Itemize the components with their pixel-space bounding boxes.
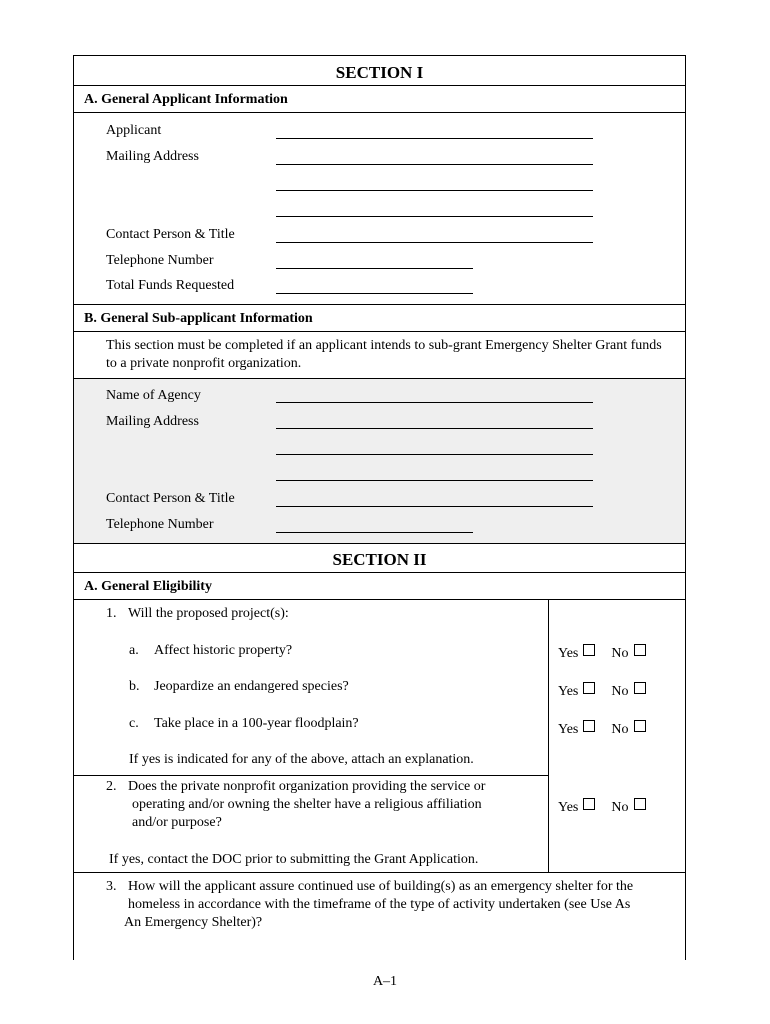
total-funds-label: Total Funds Requested <box>106 278 235 293</box>
section-2-title: SECTION II <box>332 550 427 569</box>
agency-contact-field[interactable] <box>276 506 593 507</box>
agency-name-field[interactable] <box>276 402 593 403</box>
question-3-line-1: How will the applicant assure continued use of building(s) as an emergency shelter for the <box>128 879 634 894</box>
divider <box>74 599 685 600</box>
divider <box>74 378 685 379</box>
divider <box>74 872 685 873</box>
agency-mailing-address-field-2[interactable] <box>276 454 593 455</box>
question-1-number: 1. <box>106 606 117 621</box>
divider <box>74 331 685 332</box>
no-checkbox[interactable] <box>634 798 646 810</box>
divider <box>74 572 685 573</box>
question-2-line-2: operating and/or owning the shelter have a religious affiliation <box>132 797 482 812</box>
applicant-field[interactable] <box>276 138 593 139</box>
question-1b-letter: b. <box>129 679 140 694</box>
no-label: No <box>611 722 629 737</box>
yes-checkbox[interactable] <box>583 720 595 732</box>
applicant-label: Applicant <box>106 123 162 138</box>
agency-telephone-field[interactable] <box>276 532 473 533</box>
question-2-number: 2. <box>106 779 117 794</box>
question-1b-yes-no <box>558 682 646 700</box>
no-label: No <box>611 800 629 815</box>
contact-person-field[interactable] <box>276 242 593 243</box>
sub-applicant-note: This section must be completed if an applicant intends to sub-grant Emergency Shelter Grant funds to a private nonprofit organization. <box>106 338 662 371</box>
question-3-number: 3. <box>106 879 117 894</box>
yes-checkbox[interactable] <box>583 798 595 810</box>
page-number: A–1 <box>372 974 398 989</box>
section-1-part-a-heading: A. General Applicant Information <box>84 92 288 107</box>
mailing-address-field-2[interactable] <box>276 190 593 191</box>
section-2-part-a-heading: A. General Eligibility <box>84 579 212 594</box>
divider <box>74 543 685 544</box>
yes-label: Yes <box>558 722 579 737</box>
question-1c-text: Take place in a 100-year floodplain? <box>154 716 359 731</box>
contact-person-label: Contact Person & Title <box>106 227 235 242</box>
yes-label: Yes <box>558 800 579 815</box>
agency-mailing-address-field-1[interactable] <box>276 428 593 429</box>
question-1a-text: Affect historic property? <box>154 643 293 658</box>
no-checkbox[interactable] <box>634 644 646 656</box>
question-1b-text: Jeopardize an endangered species? <box>154 679 349 694</box>
no-checkbox[interactable] <box>634 720 646 732</box>
question-1-text: Will the proposed project(s): <box>128 606 289 621</box>
agency-name-label: Name of Agency <box>106 388 201 403</box>
telephone-label: Telephone Number <box>106 253 214 268</box>
question-3-line-3: An Emergency Shelter)? <box>124 915 263 930</box>
telephone-field[interactable] <box>276 268 473 269</box>
agency-telephone-label: Telephone Number <box>106 517 214 532</box>
question-1c-yes-no <box>558 720 646 738</box>
application-form <box>73 55 686 960</box>
question-2-note: If yes, contact the DOC prior to submitting the Grant Application. <box>109 852 479 867</box>
mailing-address-label: Mailing Address <box>106 149 199 164</box>
section-1-title: SECTION I <box>335 63 424 82</box>
question-1a-letter: a. <box>129 643 139 658</box>
question-2-yes-no <box>558 798 646 816</box>
column-divider <box>548 599 549 872</box>
yes-label: Yes <box>558 646 579 661</box>
yes-label: Yes <box>558 684 579 699</box>
section-1-part-b-heading: B. General Sub-applicant Information <box>84 311 313 326</box>
question-3-line-2: homeless in accordance with the timeframe of the type of activity undertaken (see Use As <box>128 897 631 912</box>
total-funds-field[interactable] <box>276 293 473 294</box>
yes-checkbox[interactable] <box>583 644 595 656</box>
divider <box>74 85 685 86</box>
mailing-address-field-3[interactable] <box>276 216 593 217</box>
agency-mailing-address-field-3[interactable] <box>276 480 593 481</box>
no-checkbox[interactable] <box>634 682 646 694</box>
divider <box>74 304 685 305</box>
question-1-note: If yes is indicated for any of the above, attach an explanation. <box>129 752 474 767</box>
question-1a-yes-no <box>558 644 646 662</box>
no-label: No <box>611 684 629 699</box>
yes-checkbox[interactable] <box>583 682 595 694</box>
mailing-address-field-1[interactable] <box>276 164 593 165</box>
divider <box>74 112 685 113</box>
divider <box>74 775 548 776</box>
agency-mailing-address-label: Mailing Address <box>106 414 199 429</box>
no-label: No <box>611 646 629 661</box>
agency-contact-label: Contact Person & Title <box>106 491 235 506</box>
question-2-line-3: and/or purpose? <box>132 815 222 830</box>
question-2-line-1: Does the private nonprofit organization providing the service or <box>128 779 486 794</box>
question-1c-letter: c. <box>129 716 139 731</box>
